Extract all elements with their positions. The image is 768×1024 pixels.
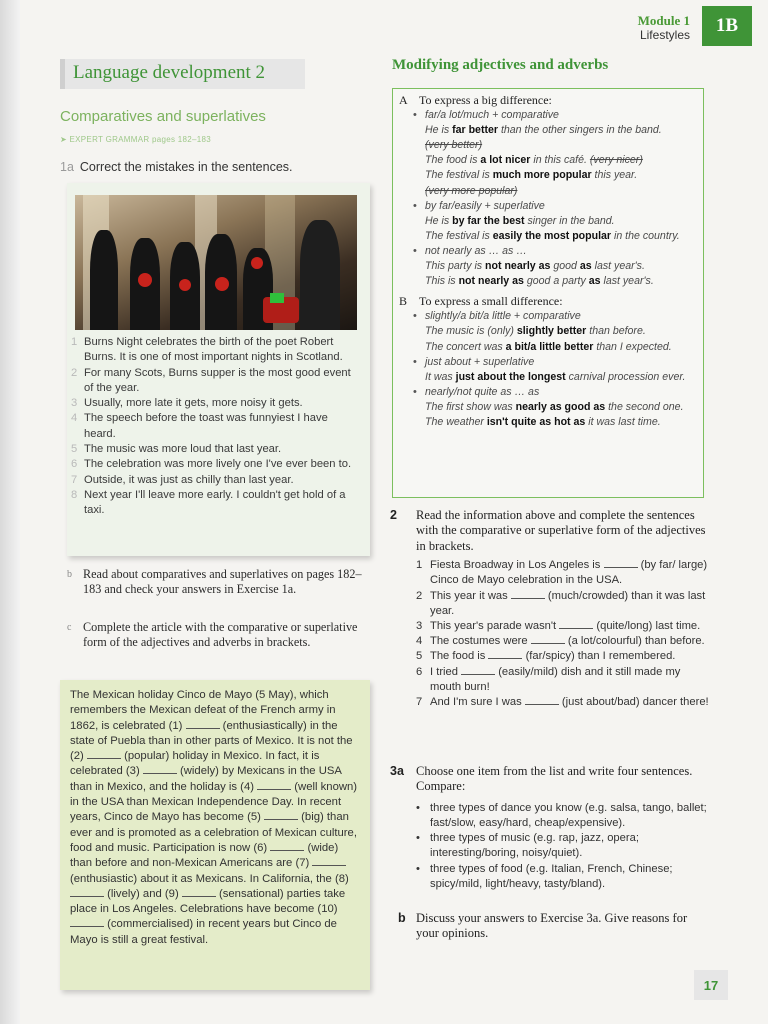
exercise-3b: b Discuss your answers to Exercise 3a. Give reasons for your opinions. xyxy=(398,911,688,941)
answer-gap xyxy=(312,857,346,866)
exercise-1b xyxy=(67,567,367,597)
list-item: 6 The celebration was more lively one I've ever been to. xyxy=(71,458,352,471)
cinco-de-mayo-article: The Mexican holiday Cinco de Mayo (5 May), which remembers the Mexican defeat of the French army in 1862, is celebrated (1) (enthusiastically) in the state of Puebla than in other parts of Mexico. It is not the (2) (popular) holiday in Mexico. In fact, it is celebrated (3) (widely) by Mexicans in the USA than in Mexico, and the holiday is (4) (well known) in the USA than Mexican Independence Day. In recent years, Cinco de Mayo has become (5) (big) than ever and is promoted as a celebration of Mexican culture, food and music. Participation is now (6) (wide) than before and non-Mexican Americans are (7) (enthusiastic) about it as Mexicans. In California, the (8) (lively) and (9) (sensational) parties take place in Los Angeles. Celebrations have become (10) (commercialised) in recent years but Cinco de Mayo is still a great festival. xyxy=(60,680,370,990)
rule-item: • nearly/not quite as … as The first show was nearly as good as the second one. The weather isn't quite as hot as it was last time. xyxy=(413,385,684,428)
list-item: 1 Fiesta Broadway in Los Angeles is (by far/ large) Cinco de Mayo celebration in the USA. xyxy=(416,559,708,587)
item-letter: b xyxy=(67,569,72,580)
grammar-rule-box xyxy=(392,88,704,498)
item-text: Read about comparatives and superlatives on pages 182–183 and check your answers in Exercise 1a. xyxy=(83,567,362,596)
answer-gap xyxy=(87,750,121,759)
list-item: 7 Outside, it was just as chilly than last year. xyxy=(71,473,294,486)
grammar-reference: ➤ EXPERT GRAMMAR pages 182–183 xyxy=(60,135,212,144)
rule-b-heading: B To express a small difference: xyxy=(399,294,563,309)
list-item: 5 The food is (far/spicy) than I remembered. xyxy=(416,650,676,663)
exercise-1a xyxy=(60,160,293,174)
answer-gap xyxy=(270,842,304,851)
answer-gap xyxy=(70,918,104,927)
list-item: 3 This year's parade wasn't (quite/long) last time. xyxy=(416,620,701,633)
page-number: 17 xyxy=(694,970,728,1000)
answer-gap xyxy=(264,811,298,820)
list-item: 4 The speech before the toast was funnyiest I have heard. xyxy=(71,412,328,440)
sentence-list xyxy=(67,335,359,519)
answer-gap xyxy=(70,888,104,897)
list-item: 6 I tried (easily/mild) dish and it still made my mouth burn! xyxy=(416,665,681,693)
module-label xyxy=(638,13,690,42)
question-list xyxy=(416,558,710,710)
list-item: 8 Next year I'll leave more early. I couldn't get hold of a taxi. xyxy=(71,488,346,517)
module-topic: Lifestyles xyxy=(639,28,690,42)
modifying-heading: Modifying adjectives and adverbs xyxy=(392,57,609,73)
page-binding-edge xyxy=(0,0,20,1024)
answer-gap xyxy=(143,765,177,774)
list-item: 3 Usually, more late it gets, more noisy it gets. xyxy=(71,397,303,410)
exercise-3a-instruction: 3a Choose one item from the list and write four sentences. Compare: xyxy=(390,764,693,794)
rule-a-heading: A To express a big difference: xyxy=(399,93,552,107)
exercise-1c xyxy=(67,620,367,650)
list-item: 7 And I'm sure I was (just about/bad) dancer there! xyxy=(416,696,709,709)
list-item: 4 The costumes were (a lot/colourful) than before. xyxy=(416,635,705,648)
list-item: • three types of dance you know (e.g. salsa, tango, ballet; fast/slow, easy/hard, cheap/expensive). xyxy=(416,801,707,830)
answer-gap xyxy=(257,781,291,790)
list-item: • three types of food (e.g. Italian, French, Chinese; spicy/mild, light/heavy, tasty/bland). xyxy=(416,862,673,890)
item-text: Complete the article with the comparative or superlative form of the adjectives and adverbs in brackets. xyxy=(83,620,358,649)
bagpipers-photo xyxy=(75,195,357,330)
rule-item: • just about + superlative It was just about the longest carnival procession ever. xyxy=(413,355,686,383)
answer-gap xyxy=(182,888,216,897)
rule-item: • not nearly as … as … This party is not nearly as good as last year's. This is not nearly as good a party as last year's. xyxy=(413,244,654,288)
list-item: 2 For many Scots, Burns supper is the most good event of the year. xyxy=(71,366,351,394)
unit-tab: 1B xyxy=(702,6,752,46)
answer-gap xyxy=(186,720,220,729)
subheading: Comparatives and superlatives xyxy=(60,108,266,125)
rule-item: • slightly/a bit/a little + comparative The music is (only) slightly better than before. The concert was a bit/a little better than I expected. xyxy=(413,310,672,353)
module-number: Module 1 xyxy=(637,13,690,28)
list-item: 2 This year it was (much/crowded) than it was last year. xyxy=(416,589,706,617)
exercise-2-instruction: 2 Read the information above and complete the sentences with the comparative or superlative form of the adjectives in brackets. xyxy=(390,508,706,553)
exercise-1a-card xyxy=(67,183,370,556)
list-item: • three types of music (e.g. rap, jazz, opera; interesting/boring, noisy/quiet). xyxy=(416,832,639,860)
rule-item: • by far/easily + superlative He is by far the best singer in the band. The festival is easily the most popular in the country. xyxy=(413,199,680,242)
exercise-instruction: Correct the mistakes in the sentences. xyxy=(79,160,293,174)
list-item: 1 Burns Night celebrates the birth of the poet Robert Burns. It is one of most important nights in Scotland. xyxy=(71,336,343,364)
bullet-list xyxy=(416,801,710,892)
list-item: 5 The music was more loud that last year. xyxy=(71,443,282,456)
section-title: Language development 2 xyxy=(60,59,305,89)
exercise-3a xyxy=(390,764,710,892)
exercise-2 xyxy=(390,508,710,710)
rule-item: • far/a lot/much + comparative He is far better than the other singers in the band. (very better) The food is a lot nicer in this café. (very nicer) The festival is much more popular this year. (very more popular) xyxy=(413,109,662,197)
item-letter: c xyxy=(67,622,72,633)
exercise-number: 1a xyxy=(60,160,74,174)
